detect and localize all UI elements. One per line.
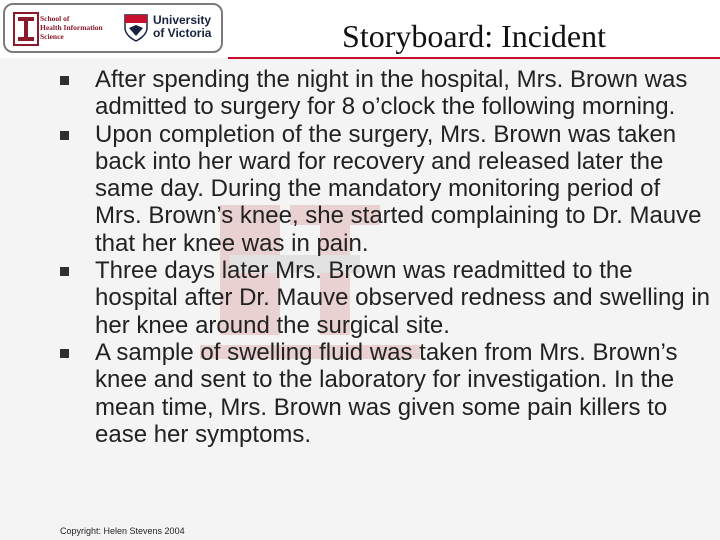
bullet-text: After spending the night in the hospital, Mrs. Brown was admitted to surgery for 8 o’clock the following morning. [95, 66, 688, 121]
copyright-notice: Copyright: Helen Stevens 2004 [60, 526, 185, 536]
bullet-text: Upon completion of the surgery, Mrs. Brown was taken back into her ward for recovery and released later the same day. During the mandatory monitoring period of Mrs. Brown’s knee, she started complaining to Dr. Mauve that her knee was in pain. [95, 120, 702, 257]
school-line: Health Information [40, 23, 103, 32]
bullet-list [60, 66, 710, 448]
square-bullet-icon [60, 267, 69, 276]
institution-logo [3, 3, 223, 53]
square-bullet-icon [60, 76, 69, 85]
list-item [60, 66, 710, 121]
list-item [60, 339, 710, 448]
university-name [153, 14, 223, 40]
square-bullet-icon [60, 131, 69, 140]
school-name [40, 14, 120, 41]
bullet-text: A sample of swelling fluid was taken from Mrs. Brown’s knee and sent to the laboratory for investigation. In the mean time, Mrs. Brown was given some pain killers to ease her symptoms. [95, 338, 678, 448]
school-mark-icon [13, 12, 39, 46]
list-item [60, 257, 710, 339]
list-item [60, 121, 710, 257]
bullet-text: Three days later Mrs. Brown was readmitted to the hospital after Dr. Mauve observed redness and swelling in her knee around the surgical site. [95, 257, 710, 339]
university-line: of Victoria [153, 26, 212, 40]
school-line: Science [40, 32, 64, 41]
university-crest-icon [124, 14, 148, 42]
university-line: University [153, 13, 212, 27]
school-line: School of [40, 14, 70, 23]
square-bullet-icon [60, 349, 69, 358]
slide-title: Storyboard: Incident [342, 18, 606, 54]
